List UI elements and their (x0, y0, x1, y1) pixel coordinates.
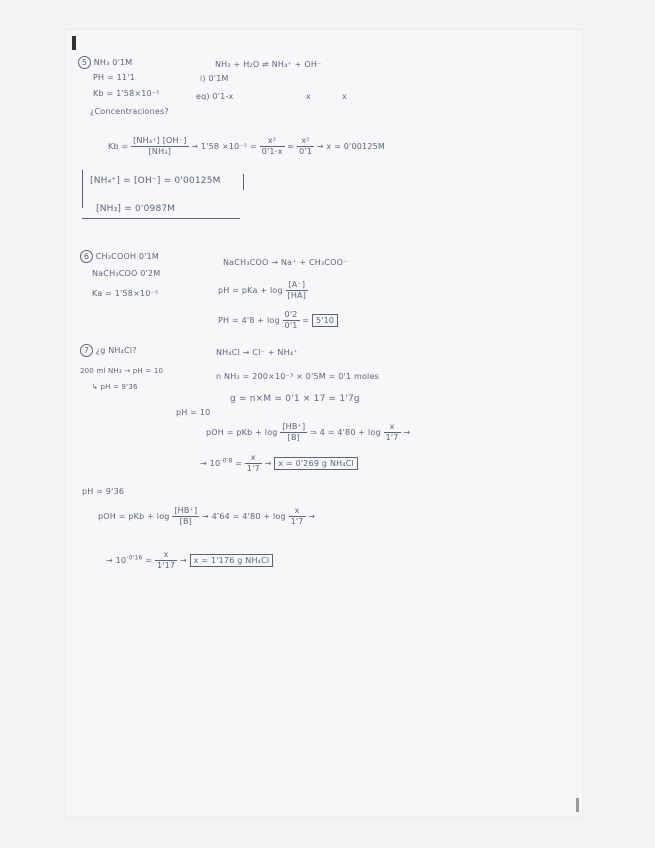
numerator: x (384, 422, 401, 433)
equation-text: → 4'64 = 4'80 + log (202, 512, 286, 521)
equation-text: PH = 4'8 + log (218, 316, 280, 325)
numerator: [A⁻] (286, 280, 309, 291)
equation-text: pOH = pKb + log (206, 428, 278, 437)
equation-text: pH = pKa + log (218, 286, 283, 295)
given-text: NaCH₃COO 0'2M (92, 269, 161, 278)
denominator: 1'7 (290, 517, 304, 526)
binder-mark (72, 36, 76, 50)
fraction (172, 506, 199, 527)
poh-equation (98, 506, 315, 527)
exp-equation (200, 453, 358, 474)
equation-text: = (235, 459, 243, 468)
problem-7-header (80, 344, 137, 357)
answer-bracket (82, 170, 83, 208)
given-text: NH₃ 0'1M (93, 58, 133, 67)
numerator: x (289, 506, 306, 517)
kb-equation (108, 136, 385, 157)
reaction-equation: NaCH₃COO → Na⁺ + CH₃COO⁻ (223, 258, 348, 267)
numerator: [NH₄⁺] [OH⁻] (133, 136, 187, 145)
reaction-equation: NH₃ + H₂O ⇌ NH₄⁺ + OH⁻ (215, 60, 322, 69)
problem-5-header (78, 56, 132, 69)
numerator: x² (260, 136, 285, 147)
problem-number: 7 (80, 344, 93, 357)
equation-text: → 1'58 ×10⁻⁵ = (191, 142, 257, 151)
numerator: x (245, 453, 262, 464)
numerator: 0'2 (284, 310, 298, 319)
answer-box: x = 0'269 g NH₄Cl (274, 457, 358, 470)
numerator: x² (297, 136, 314, 147)
problem-number: 6 (80, 250, 93, 263)
numerator: [HB⁺] (282, 422, 306, 431)
denominator: 0'1 (299, 147, 313, 156)
denominator: 0'1 (284, 321, 298, 330)
denominator: [B] (179, 517, 192, 526)
fraction (297, 136, 314, 157)
row-value: x (342, 92, 347, 101)
denominator: 0'1-x (261, 147, 283, 156)
denominator: 1'7 (246, 464, 260, 473)
case-label: pH = 10 (176, 408, 211, 417)
equation-text: ⇒ 4 = 4'80 + log (310, 428, 381, 437)
table-row (196, 92, 233, 102)
exp-equation (106, 550, 273, 571)
numerator: [HB⁺] (174, 506, 198, 515)
fraction (280, 422, 307, 443)
answer-text: [NH₄⁺] = [OH⁻] = 0'00125M (90, 176, 221, 186)
grams-equation: g = n×M = 0'1 × 17 = 1'7g (230, 394, 360, 404)
equation-text: = (302, 316, 310, 325)
given-text: CH₃COOH 0'1M (95, 252, 159, 261)
kb-label: Kb = (108, 142, 129, 151)
ph-equation (218, 280, 308, 301)
numerator: x (155, 550, 177, 561)
given-text: PH = 11'1 (93, 73, 135, 82)
answer-box: x = 1'176 g NH₄Cl (190, 554, 274, 567)
row-label: i) (200, 74, 206, 83)
binder-mark (576, 798, 579, 812)
row-value: 0'1M (208, 74, 229, 83)
equation-text: → (264, 459, 272, 468)
answer-bracket (243, 174, 244, 190)
equation-text: → (106, 556, 113, 565)
row-value: 0'1-x (212, 92, 234, 101)
answer-text: [NH₃] = 0'0987M (96, 204, 176, 214)
case-label: pH = 9'36 (82, 487, 125, 496)
answer-underline (82, 218, 240, 219)
given-text: Kb = 1'58×10⁻⁵ (93, 89, 160, 98)
answer-box: 5'10 (312, 314, 338, 327)
fraction (286, 280, 309, 301)
row-label: eq) (196, 92, 210, 101)
ph-equation (218, 310, 338, 331)
fraction (384, 422, 401, 443)
reaction-equation: NH₄Cl → Cl⁻ + NH₄⁺ (216, 348, 298, 357)
given-text: ↳ pH = 9'36 (92, 383, 138, 391)
moles-equation: n NH₃ = 200×10⁻³ × 0'5M = 0'1 moles (216, 372, 379, 381)
problem-number: 5 (78, 56, 91, 69)
denominator: [NH₃] (148, 147, 172, 156)
exponent: -0'8 (220, 457, 233, 465)
exponent: -0'16 (126, 554, 143, 562)
fraction (131, 136, 188, 157)
equation-text: 10 (209, 459, 221, 468)
given-text: Ka = 1'58×10⁻⁵ (92, 289, 159, 298)
denominator: [HA] (287, 291, 307, 300)
question-text: ¿Concentraciones? (90, 107, 169, 116)
fraction (289, 506, 306, 527)
fraction (155, 550, 177, 571)
denominator: 1'7 (385, 433, 399, 442)
denominator: [B] (287, 433, 300, 442)
row-value: x (306, 92, 311, 101)
equation-text: → x = 0'00125M (316, 142, 386, 151)
equation-text: ≈ (287, 142, 295, 151)
equation-text: 10 (115, 556, 127, 565)
fraction (283, 310, 300, 331)
fraction (245, 453, 262, 474)
equation-text: → (308, 512, 316, 521)
given-text: 200 ml NH₃ → pH = 10 (80, 367, 164, 375)
equation-text: pOH = pKb + log (98, 512, 170, 521)
equation-text: → (403, 428, 411, 437)
equation-text: → (179, 556, 187, 565)
denominator: 1'17 (156, 561, 176, 570)
equation-text: = (145, 556, 153, 565)
question-text: ¿g NH₄Cl? (95, 346, 137, 355)
problem-6-header (80, 250, 159, 263)
equation-text: → (200, 459, 207, 468)
poh-equation (206, 422, 410, 443)
table-row (200, 74, 229, 84)
fraction (260, 136, 285, 157)
